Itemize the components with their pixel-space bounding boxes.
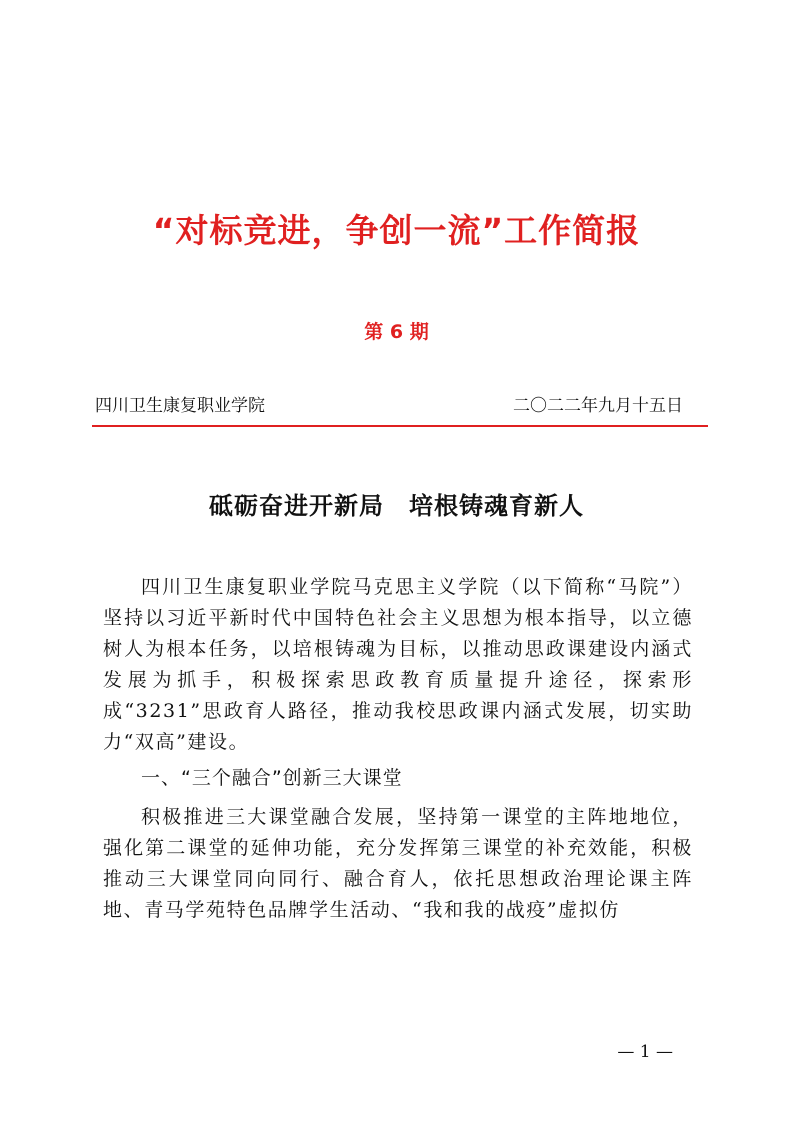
issue-date: 二〇二二年九月十五日 — [513, 396, 683, 416]
issue-number: 第 6 期 — [364, 321, 429, 343]
article-title: 砥砺奋进开新局 培根铸魂育新人 — [209, 491, 584, 520]
page-number: — 1 — — [617, 1042, 673, 1062]
header-divider — [92, 425, 708, 427]
intro-paragraph: 四川卫生康复职业学院马克思主义学院（以下简称“马院”）坚持以习近平新时代中国特色社会主义思想为根本指导，以立德树人为根本任务，以培根铸魂为目标，以推动思政课建设内涵式发展为抓手，积极探索思政教育质量提升途径，探索形成“3231”思政育人路径，推动我校思政课内涵式发展，切实助力“双高”建设。 — [103, 576, 693, 753]
section-paragraph: 积极推进三大课堂融合发展，坚持第一课堂的主阵地地位，强化第二课堂的延伸功能，充分发挥第三课堂的补充效能，积极推动三大课堂同向同行、融合育人，依托思想政治理论课主阵地、青马学苑特色品牌学生活动、“我和我的战疫”虚拟仿 — [103, 806, 693, 921]
section-heading: 一、“三个融合”创新三大课堂 — [141, 767, 403, 789]
article-body — [103, 572, 693, 926]
issuer-name: 四川卫生康复职业学院 — [95, 396, 265, 416]
page-title: “对标竞进，争创一流”工作简报 — [152, 211, 641, 250]
